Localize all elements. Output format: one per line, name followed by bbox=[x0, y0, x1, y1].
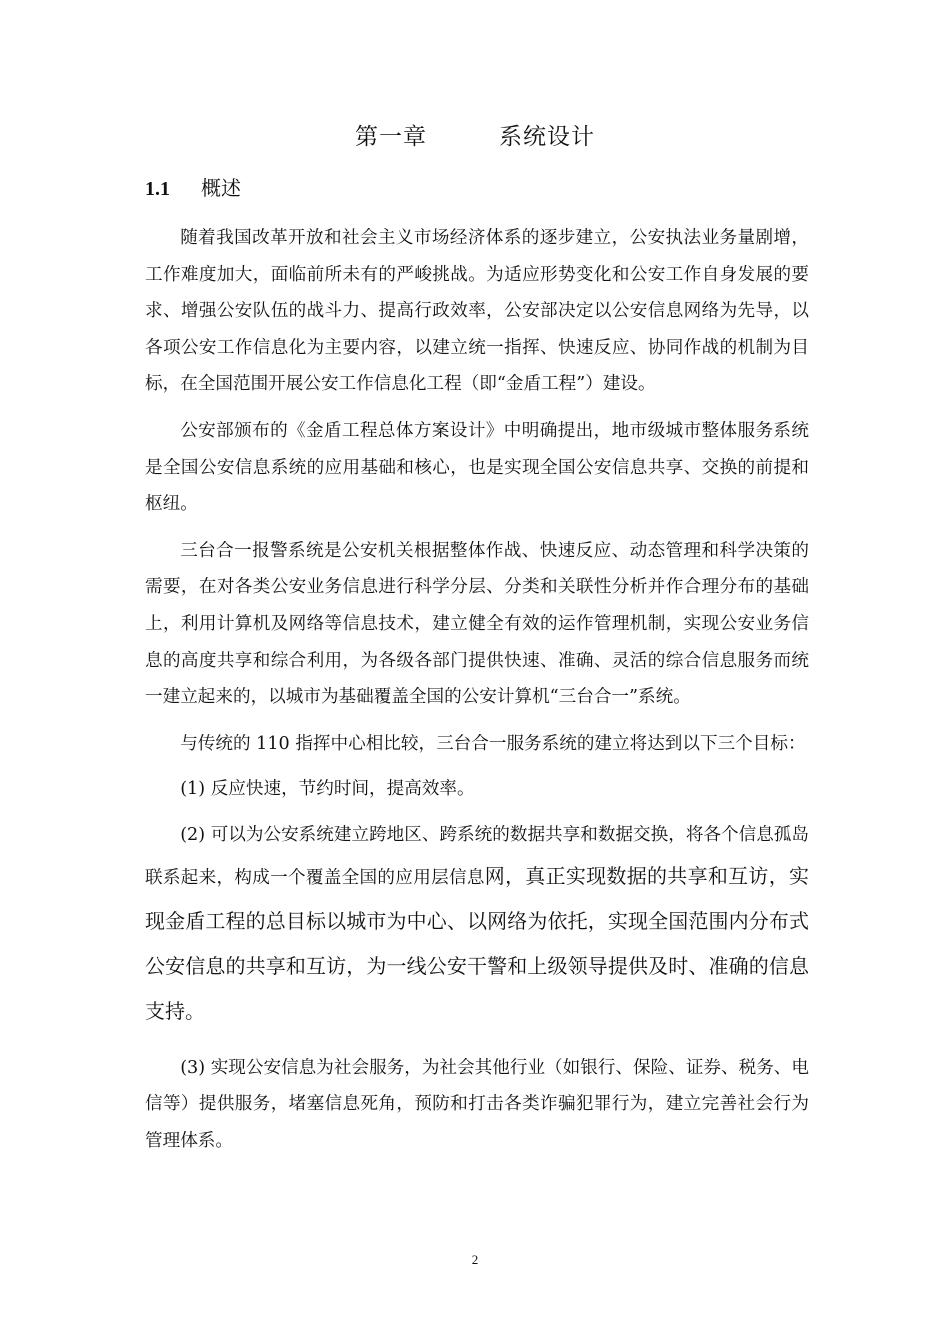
goal-item-2-part-a: (2) 可以为公安系统建立跨地区、跨系统的数据共享和数据交换，将各个信息孤岛联系起来，构成一个覆盖全国的应用层信息 bbox=[145, 824, 809, 888]
section-number: 1.1 bbox=[145, 178, 170, 200]
goal-item-3: (3) 实现公安信息为社会服务，为社会其他行业（如银行、保险、证券、税务、电信等）提供服务，堵塞信息死角，预防和打击各类诈骗犯罪行为，建立完善社会行为管理体系。 bbox=[145, 1057, 809, 1151]
body-text bbox=[145, 220, 809, 1159]
chapter-title: 系统设计 bbox=[499, 124, 595, 150]
goal-item-1: (1) 反应快速，节约时间，提高效率。 bbox=[180, 779, 475, 800]
chapter-label: 第一章 bbox=[355, 124, 427, 150]
paragraph-intro: 随着我国改革开放和社会主义市场经济体系的逐步建立，公安执法业务量剧增，工作难度加大，面临前所未有的严峻挑战。为适应形势变化和公安工作自身发展的要求、增强公安队伍的战斗力、提高行政效率，公安部决定以公安信息网络为先导，以各项公安工作信息化为主要内容，以建立统一指挥、快速反应、协同作战的机制为目标，在全国范围开展公安工作信息化工程（即“金盾工程”）建设。 bbox=[145, 228, 809, 395]
section-heading bbox=[145, 172, 241, 201]
goal-item-2 bbox=[145, 817, 809, 1034]
chapter-heading bbox=[0, 118, 950, 151]
paragraph-goals-intro: 与传统的 110 指挥中心相比较，三台合一服务系统的建立将达到以下三个目标： bbox=[180, 733, 806, 754]
paragraph-three-in-one: 三台合一报警系统是公安机关根据整体作战、快速反应、动态管理和科学决策的需要，在对各类公安业务信息进行科学分层、分类和关联性分析并作合理分布的基础上，利用计算机及网络等信息技术，建立健全有效的运作管理机制，实现公安业务信息的高度共享和综合利用，为各级各部门提供快速、准确、灵活的综合信息服务而统一建立起来的，以城市为基础覆盖全国的公安计算机“三台合一”系统。 bbox=[145, 540, 809, 708]
paragraph-golden-shield: 公安部颁布的《金盾工程总体方案设计》中明确提出，地市级城市整体服务系统是全国公安信息系统的应用基础和核心，也是实现全国公安信息共享、交换的前提和枢纽。 bbox=[145, 420, 809, 515]
goal-item-2-part-b: 网，真正实现数据的共享和互访，实现金盾工程的总目标以城市为中心、以网络为依托，实现全国范围内分布式公安信息的共享和互访，为一线公安干警和上级领导提供及时、准确的信息支持。 bbox=[145, 863, 809, 1023]
page-number: 2 bbox=[471, 1252, 479, 1267]
section-title: 概述 bbox=[201, 176, 241, 200]
